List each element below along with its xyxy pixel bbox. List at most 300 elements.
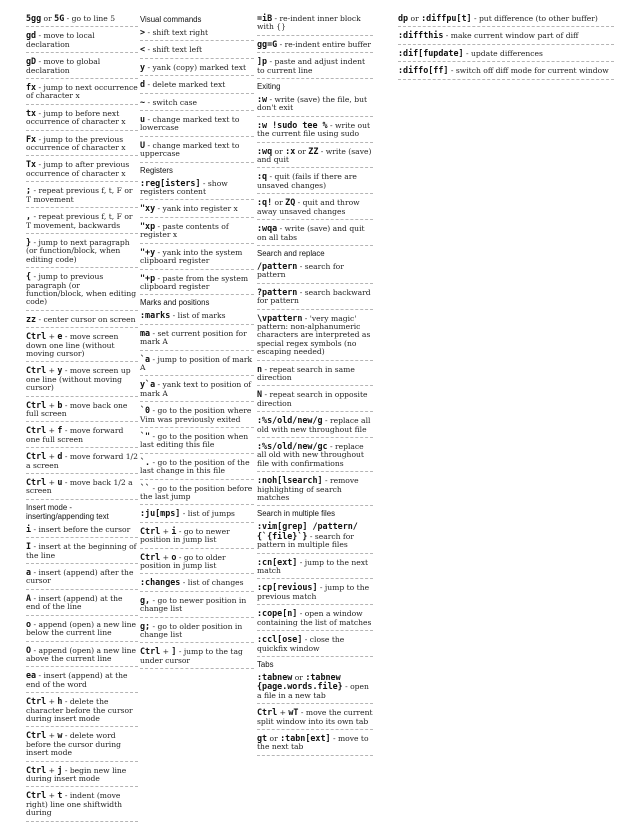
section-heading: Search and replace bbox=[257, 248, 325, 258]
command-keys: N bbox=[257, 389, 263, 400]
command-description: - move back one full screen bbox=[26, 400, 128, 418]
command-keys: :w !sudo tee % bbox=[257, 119, 328, 130]
command-keys: gd bbox=[26, 30, 37, 41]
command-keys: :ju[mps] bbox=[140, 508, 181, 519]
command-keys: > bbox=[140, 27, 146, 37]
command-description: - go to newer position in change list bbox=[140, 595, 247, 614]
command-keys: } bbox=[26, 236, 32, 247]
command-keys: Ctrl bbox=[26, 790, 47, 801]
command-entry bbox=[140, 220, 254, 244]
command-keys: :w bbox=[257, 94, 268, 105]
command-keys: , bbox=[26, 211, 32, 222]
command-description: - list of marks bbox=[170, 311, 226, 321]
command-entry bbox=[140, 404, 254, 428]
command-entry bbox=[257, 607, 373, 631]
command-description: - go to line 5 bbox=[64, 14, 116, 23]
command-entry bbox=[140, 327, 254, 351]
command-description: - move to local declaration bbox=[26, 31, 95, 49]
command-keys: ZQ bbox=[285, 197, 296, 208]
command-description: - repeat previous f, t, F or T movement bbox=[26, 186, 133, 204]
command-entry bbox=[26, 764, 138, 788]
separator: + bbox=[46, 366, 58, 376]
command-entry bbox=[257, 38, 373, 53]
command-entry bbox=[398, 47, 614, 62]
command-keys: fx bbox=[26, 82, 37, 93]
command-entry bbox=[26, 669, 138, 693]
command-entry bbox=[140, 96, 254, 111]
command-keys: tx bbox=[26, 107, 37, 118]
command-keys: :cope[n] bbox=[257, 608, 298, 619]
command-description: - append (open) a new line above the current line bbox=[26, 645, 136, 663]
command-entry bbox=[26, 29, 138, 53]
command-entry bbox=[26, 364, 138, 396]
separator: + bbox=[160, 647, 172, 657]
command-keys: Ctrl bbox=[26, 451, 47, 462]
command-keys: :cp[revious] bbox=[257, 582, 318, 593]
separator: or bbox=[272, 198, 286, 208]
command-description: - begin new line during insert mode bbox=[26, 765, 127, 783]
command-keys: < bbox=[140, 44, 146, 55]
command-description: - yank (copy) marked text bbox=[145, 62, 247, 72]
command-entry bbox=[257, 440, 373, 472]
column-3 bbox=[257, 12, 373, 758]
command-description: - switch case bbox=[145, 97, 198, 107]
command-entry bbox=[257, 732, 373, 756]
command-description: - yank text to position of mark A bbox=[140, 380, 252, 398]
command-entry bbox=[140, 139, 254, 163]
command-keys: dp bbox=[398, 13, 409, 23]
command-entry bbox=[140, 309, 254, 324]
command-keys: 5G bbox=[54, 13, 65, 23]
command-description: - repeat search in opposite direction bbox=[257, 390, 368, 408]
command-keys: :diffo[ff] bbox=[398, 65, 449, 76]
column-2 bbox=[140, 12, 254, 671]
command-keys: :%s/old/new/g bbox=[257, 415, 323, 426]
command-entry bbox=[26, 81, 138, 105]
command-description: - paste from the system clipboard register bbox=[140, 273, 249, 291]
command-description: - jump to before next occurrence of character x bbox=[26, 108, 126, 127]
separator: + bbox=[46, 426, 58, 436]
command-entry bbox=[140, 78, 254, 93]
command-entry bbox=[257, 93, 373, 117]
command-description: - shift text left bbox=[145, 45, 203, 55]
command-description: - list of changes bbox=[180, 578, 244, 588]
separator: or bbox=[292, 672, 306, 682]
command-keys: :tabn[ext] bbox=[280, 732, 331, 743]
command-description: - jump to next paragraph (or function/block, when editing code) bbox=[26, 237, 130, 264]
command-keys: Ctrl bbox=[26, 696, 47, 707]
command-entry bbox=[140, 430, 254, 454]
command-description: - insert (append) after the cursor bbox=[26, 568, 134, 586]
command-keys: 5gg bbox=[26, 13, 42, 23]
command-description: - jump to the tag under cursor bbox=[140, 647, 243, 665]
command-description: - move forward 1/2 a screen bbox=[26, 452, 138, 470]
command-description: - switch off diff mode for current window bbox=[448, 66, 609, 76]
command-description: - search for pattern in multiple files bbox=[257, 531, 354, 550]
command-description: - yank into register x bbox=[155, 204, 238, 214]
separator: + bbox=[160, 552, 172, 562]
command-keys: Tx bbox=[26, 159, 37, 170]
command-keys: wT bbox=[288, 707, 299, 718]
command-keys: :reg[isters] bbox=[140, 177, 201, 188]
command-entry bbox=[140, 525, 254, 549]
command-description: - change marked text to lowercase bbox=[140, 115, 240, 133]
command-keys: :marks bbox=[140, 310, 171, 321]
command-keys: gD bbox=[26, 56, 37, 67]
command-description: - move forward one full screen bbox=[26, 426, 124, 444]
command-entry bbox=[140, 272, 254, 296]
separator: + bbox=[46, 765, 58, 775]
command-description: - delete marked text bbox=[145, 80, 226, 90]
command-keys: Ctrl bbox=[26, 477, 47, 488]
command-keys: ] bbox=[171, 646, 177, 657]
command-entry bbox=[140, 576, 254, 591]
command-description: - center cursor on screen bbox=[36, 314, 136, 324]
command-keys: b bbox=[57, 399, 63, 410]
command-keys: :q bbox=[257, 171, 268, 182]
command-keys: Fx bbox=[26, 133, 37, 144]
command-entry bbox=[140, 26, 254, 41]
command-keys: Ctrl bbox=[257, 707, 278, 718]
command-keys: n bbox=[257, 363, 263, 374]
command-entry bbox=[26, 789, 138, 821]
command-keys: :x bbox=[285, 145, 296, 156]
command-keys: `" bbox=[140, 430, 151, 441]
command-keys: Ctrl bbox=[26, 399, 47, 410]
command-keys: :cn[ext] bbox=[257, 556, 298, 567]
command-description: - jump to previous paragraph (or function/block, when editing code) bbox=[26, 272, 137, 307]
command-keys: y`a bbox=[140, 379, 156, 390]
command-description: - set current position for mark A bbox=[140, 328, 247, 347]
command-description: - replace all old with new throughout file bbox=[257, 416, 371, 434]
command-description: - delete word before the cursor during insert mode bbox=[26, 731, 121, 758]
section-heading: Insert mode - inserting/appending text bbox=[26, 502, 109, 521]
command-keys: ; bbox=[26, 185, 32, 196]
command-keys: g, bbox=[140, 594, 151, 605]
command-entry bbox=[26, 12, 138, 27]
command-entry bbox=[140, 246, 254, 270]
command-entry bbox=[26, 270, 138, 311]
section-heading: Exiting bbox=[257, 82, 281, 92]
command-entry bbox=[26, 55, 138, 79]
command-entry bbox=[398, 12, 614, 27]
command-entry bbox=[257, 633, 373, 657]
command-keys: f bbox=[57, 425, 63, 436]
command-keys: ?pattern bbox=[257, 286, 298, 297]
command-description: - move to the next tab bbox=[257, 733, 369, 752]
command-description: - re-indent entire buffer bbox=[277, 39, 371, 49]
command-keys: o bbox=[171, 551, 177, 562]
command-keys: `0 bbox=[140, 405, 151, 416]
command-entry bbox=[140, 645, 254, 669]
command-description: - update differences bbox=[463, 48, 543, 58]
command-keys: Ctrl bbox=[140, 551, 161, 562]
command-keys: u bbox=[57, 477, 63, 488]
command-description: - jump to next occurrence of character x bbox=[26, 83, 138, 101]
command-description: - move the current split window into its own tab bbox=[257, 708, 373, 726]
command-keys: Ctrl bbox=[26, 365, 47, 376]
command-keys: gg=G bbox=[257, 38, 278, 49]
command-keys: t bbox=[57, 790, 63, 801]
command-keys: U bbox=[140, 139, 146, 150]
command-entry bbox=[140, 177, 254, 201]
command-keys: ]p bbox=[257, 56, 268, 67]
command-keys: I bbox=[26, 541, 32, 552]
command-entry bbox=[257, 55, 373, 79]
command-keys: :tabnew {page.words.file} bbox=[257, 671, 343, 692]
command-description: - go to older position in change list bbox=[140, 621, 243, 640]
command-entry bbox=[398, 64, 614, 79]
command-entry bbox=[26, 424, 138, 448]
command-entry bbox=[257, 145, 373, 169]
command-description: - paste and adjust indent to current line bbox=[257, 57, 366, 75]
command-description: - quit and throw away unsaved changes bbox=[257, 198, 360, 216]
command-keys: Ctrl bbox=[140, 646, 161, 657]
command-keys: :wqa bbox=[257, 223, 278, 234]
command-entry bbox=[140, 482, 254, 506]
command-keys: ma bbox=[140, 327, 151, 338]
command-keys: \vpattern bbox=[257, 312, 303, 323]
command-entry bbox=[140, 620, 254, 644]
command-keys: :dif[fupdate] bbox=[398, 47, 464, 58]
separator: or bbox=[408, 14, 422, 23]
section-heading: Visual commands bbox=[140, 15, 202, 24]
separator: or bbox=[272, 146, 286, 156]
command-entry bbox=[257, 556, 373, 580]
command-entry bbox=[140, 456, 254, 480]
command-keys: d bbox=[140, 79, 146, 90]
command-keys: `` bbox=[140, 482, 151, 493]
command-keys: :wq bbox=[257, 145, 273, 156]
column-1 bbox=[26, 12, 138, 824]
command-entry bbox=[140, 61, 254, 76]
separator: + bbox=[160, 526, 172, 536]
command-description: - repeat previous f, t, F or T movement, backwards bbox=[26, 212, 133, 230]
command-entry bbox=[26, 158, 138, 182]
command-description: - go to the position when last editing this file bbox=[140, 431, 249, 450]
separator: or bbox=[295, 146, 309, 156]
command-description: - go to the position of the last change in this file bbox=[140, 457, 250, 476]
command-entry bbox=[257, 196, 373, 220]
command-entry bbox=[257, 474, 373, 506]
command-description: - write out the current file using sudo bbox=[257, 120, 371, 139]
command-description: - put difference (to other buffer) bbox=[471, 14, 598, 23]
command-description: - search backward for pattern bbox=[257, 287, 371, 306]
command-entry bbox=[140, 43, 254, 58]
command-entry bbox=[26, 566, 138, 590]
command-description: - insert before the cursor bbox=[31, 524, 131, 534]
command-entry bbox=[26, 399, 138, 423]
command-description: - make current window part of diff bbox=[443, 31, 579, 41]
section-heading: Tabs bbox=[257, 659, 274, 669]
command-keys: u bbox=[140, 114, 146, 125]
command-keys: y bbox=[140, 61, 146, 72]
command-keys: :ccl[ose] bbox=[257, 634, 303, 645]
command-entry bbox=[26, 210, 138, 234]
command-keys: y bbox=[57, 365, 63, 376]
command-keys: `. bbox=[140, 456, 151, 467]
command-entry bbox=[257, 312, 373, 361]
command-entry bbox=[257, 414, 373, 438]
command-description: - quit (fails if there are unsaved changes) bbox=[257, 172, 357, 190]
command-entry bbox=[257, 170, 373, 194]
command-description: - change marked text to uppercase bbox=[140, 140, 240, 159]
command-description: - move back 1/2 a screen bbox=[26, 478, 133, 496]
separator: + bbox=[46, 731, 58, 741]
command-keys: =iB bbox=[257, 13, 273, 23]
separator: or bbox=[41, 14, 55, 23]
command-keys: { bbox=[26, 271, 32, 282]
command-entry bbox=[257, 119, 373, 143]
command-entry bbox=[257, 706, 373, 730]
command-description: - list of jumps bbox=[180, 509, 235, 519]
command-entry bbox=[26, 729, 138, 761]
command-description: - remove highlighting of search matches bbox=[257, 476, 359, 503]
command-keys: Ctrl bbox=[26, 730, 47, 741]
command-description: - close the quickfix window bbox=[257, 635, 345, 653]
command-entry bbox=[140, 594, 254, 618]
command-description: - shift text right bbox=[145, 28, 209, 37]
command-description: - go to older position in jump list bbox=[140, 552, 226, 571]
command-description: - write (save) the file, but don't exit bbox=[257, 95, 368, 113]
command-description: - repeat search in same direction bbox=[257, 364, 355, 382]
command-keys: Ctrl bbox=[26, 425, 47, 436]
command-entry bbox=[140, 202, 254, 217]
command-description: - jump to the previous occurrence of character x bbox=[26, 134, 126, 153]
command-description: - delete the character before the cursor during insert mode bbox=[26, 697, 133, 723]
command-keys: i bbox=[171, 525, 177, 536]
command-keys: ea bbox=[26, 670, 37, 681]
command-keys: :q! bbox=[257, 197, 273, 208]
command-entry bbox=[140, 113, 254, 137]
command-entry bbox=[257, 520, 373, 553]
separator: or bbox=[267, 733, 281, 743]
command-keys: zz bbox=[26, 313, 37, 324]
command-keys: `a bbox=[140, 353, 151, 364]
command-keys: g; bbox=[140, 620, 151, 631]
section-heading: Marks and positions bbox=[140, 298, 210, 308]
section-heading: Search in multiple files bbox=[257, 509, 336, 519]
command-keys: :changes bbox=[140, 577, 181, 588]
command-keys: j bbox=[57, 764, 63, 775]
command-description: - 'very magic' pattern: non-alphanumeric characters are interpreted as special regex symbols (no escaping needed) bbox=[257, 313, 371, 357]
separator: + bbox=[46, 400, 58, 410]
separator: + bbox=[46, 452, 58, 462]
command-entry bbox=[140, 378, 254, 402]
command-keys: O bbox=[26, 644, 32, 655]
command-keys: "xp bbox=[140, 220, 156, 231]
command-entry bbox=[26, 476, 138, 500]
command-entry bbox=[26, 450, 138, 474]
command-keys: "+p bbox=[140, 272, 156, 283]
command-description: - go to newer position in jump list bbox=[140, 526, 230, 545]
command-entry bbox=[26, 695, 138, 727]
command-description: - jump to position of mark A bbox=[140, 354, 253, 372]
command-keys: ZZ bbox=[308, 145, 319, 156]
command-keys: e bbox=[57, 331, 63, 342]
separator: + bbox=[46, 791, 58, 801]
command-keys: d bbox=[57, 451, 63, 462]
command-keys: h bbox=[57, 696, 63, 707]
command-entry bbox=[26, 313, 138, 328]
command-entry bbox=[26, 540, 138, 564]
command-keys: :noh[lsearch] bbox=[257, 475, 323, 486]
command-entry bbox=[257, 222, 373, 246]
command-keys: :diffpu[t] bbox=[421, 13, 472, 23]
command-description: - open a window containing the list of matches bbox=[257, 609, 372, 627]
command-keys: /pattern bbox=[257, 260, 298, 271]
command-entry bbox=[257, 260, 373, 284]
command-description: - yank into the system clipboard register bbox=[140, 247, 243, 266]
command-description: - insert (append) at the end of the word bbox=[26, 671, 128, 689]
command-entry bbox=[26, 330, 138, 362]
command-keys: :%s/old/new/gc bbox=[257, 441, 328, 451]
command-entry bbox=[257, 286, 373, 310]
command-description: - jump to after previous occurrence of character x bbox=[26, 160, 130, 178]
command-entry bbox=[257, 671, 373, 704]
command-description: - insert (append) at the end of the line bbox=[26, 593, 123, 612]
separator: + bbox=[46, 478, 58, 488]
command-description: - replace all old with new throughout file with confirmations bbox=[257, 442, 364, 468]
command-keys: :vim[grep] /pattern/ {`{file}`} bbox=[257, 521, 358, 541]
command-description: - append (open) a new line below the current line bbox=[26, 619, 136, 638]
separator: + bbox=[46, 697, 58, 707]
command-description: - move to global declaration bbox=[26, 57, 101, 75]
command-description: - write (save) and quit bbox=[257, 146, 372, 165]
command-description: - go to the position before the last jump bbox=[140, 483, 253, 501]
command-description: - indent (move right) line one shiftwidth during bbox=[26, 791, 123, 818]
command-entry bbox=[398, 29, 614, 44]
command-description: - move screen down one line (without moving cursor) bbox=[26, 332, 119, 358]
command-description: - jump to the previous match bbox=[257, 583, 370, 601]
command-keys: i bbox=[26, 523, 32, 534]
command-entry bbox=[26, 107, 138, 131]
command-description: - write (save) and quit on all tabs bbox=[257, 224, 365, 242]
separator: + bbox=[277, 708, 289, 718]
command-description: - open a file in a new tab bbox=[257, 682, 369, 700]
command-description: - re-indent inner block with {} bbox=[257, 14, 361, 32]
separator: + bbox=[46, 332, 58, 342]
command-entry bbox=[26, 618, 138, 642]
command-entry bbox=[26, 523, 138, 538]
command-entry bbox=[257, 12, 373, 36]
command-entry bbox=[257, 363, 373, 387]
command-entry bbox=[257, 581, 373, 605]
command-description: - jump to the next match bbox=[257, 557, 369, 576]
command-entry bbox=[257, 388, 373, 412]
command-description: - insert at the beginning of the line bbox=[26, 542, 137, 560]
command-keys: :diffthis bbox=[398, 30, 444, 41]
command-keys: Ctrl bbox=[26, 331, 47, 342]
command-description: - search for pattern bbox=[257, 261, 344, 280]
command-keys: :tabnew bbox=[257, 671, 293, 682]
command-entry bbox=[26, 592, 138, 616]
command-entry bbox=[26, 133, 138, 157]
command-description: - show registers content bbox=[140, 178, 228, 197]
command-entry bbox=[26, 236, 138, 268]
command-keys: Ctrl bbox=[140, 525, 161, 536]
command-entry bbox=[26, 644, 138, 668]
column-4 bbox=[398, 12, 614, 82]
command-keys: Ctrl bbox=[26, 764, 47, 775]
command-keys: ~ bbox=[140, 96, 146, 107]
section-heading: Registers bbox=[140, 165, 173, 175]
command-entry bbox=[140, 507, 254, 522]
command-description: - paste contents of register x bbox=[140, 221, 229, 240]
command-keys: o bbox=[26, 618, 32, 629]
command-description: - move screen up one line (without moving cursor) bbox=[26, 366, 131, 393]
command-keys: A bbox=[26, 592, 32, 603]
